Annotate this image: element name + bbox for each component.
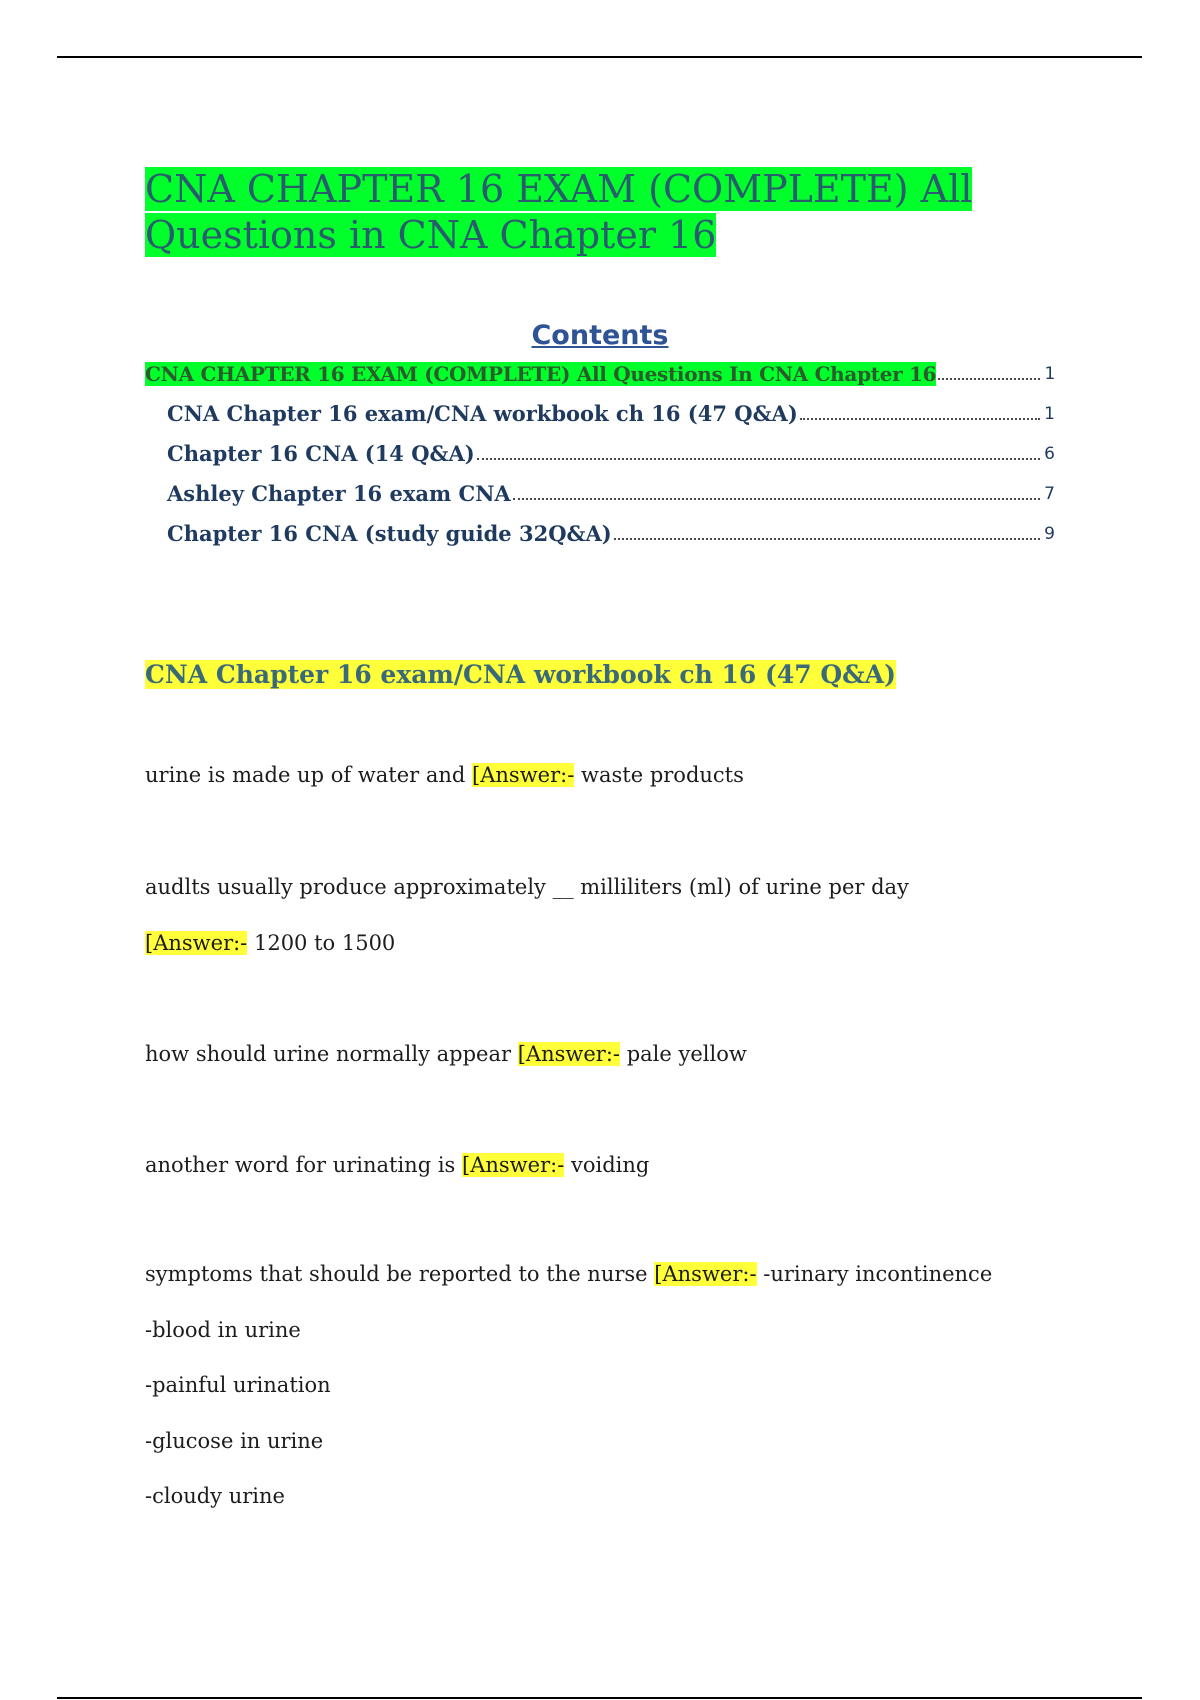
qa-item-5 [145,1259,1045,1289]
toc-entry-main-title[interactable] [145,356,1055,386]
toc-entry-label: Chapter 16 CNA (study guide 32Q&A) [167,521,612,546]
answer-text: 1200 to 1500 [253,931,396,955]
footer-rule [57,1697,1142,1699]
question-text: urine is made up of water and [145,763,466,787]
answer-list-item: -cloudy urine [145,1484,285,1508]
question-text: symptoms that should be reported to the nurse [145,1262,648,1286]
question-text: how should urine normally appear [145,1042,512,1066]
toc-entry-label: CNA Chapter 16 exam/CNA workbook ch 16 (47 Q&A) [167,401,798,426]
toc-leader-dots [800,417,1040,420]
toc-leader-dots [938,377,1040,380]
toc-entry-page: 9 [1044,524,1055,544]
document-title-line-2: Questions in CNA Chapter 16 [145,213,717,257]
toc-entry-label: Ashley Chapter 16 exam CNA [167,481,511,506]
answer-list-item: -blood in urine [145,1318,301,1342]
qa-item-1 [145,760,1045,790]
toc-entry-ashley-exam[interactable] [145,466,1055,506]
qa-item-2-question [145,872,1045,902]
answer-list-item: -glucose in urine [145,1429,324,1453]
header-rule [57,56,1142,58]
toc-leader-dots [513,497,1040,500]
toc-entry-page: 1 [1044,364,1055,384]
toc-entry-label: Chapter 16 CNA (14 Q&A) [167,441,475,466]
qa-item-4 [145,1150,1045,1180]
qa-item-3 [145,1039,1045,1069]
section-heading-text: CNA Chapter 16 exam/CNA workbook ch 16 (47 Q&A) [145,660,896,689]
toc-entry-page: 7 [1044,484,1055,504]
answer-text: voiding [570,1153,650,1177]
answer-list-item: -painful urination [145,1373,331,1397]
document-title [145,166,1005,258]
toc-entry-study-guide[interactable] [145,506,1055,546]
table-of-contents [145,356,1055,546]
toc-entry-workbook-ch16[interactable] [145,386,1055,426]
toc-leader-dots [477,457,1040,460]
section-heading [145,658,896,692]
answer-marker: [Answer:- [517,1042,621,1066]
qa-item-2-answer [145,928,1045,958]
toc-entry-label: CNA CHAPTER 16 EXAM (COMPLETE) All Questions In CNA Chapter 16 [145,362,937,386]
answer-marker: [Answer:- [462,1153,565,1177]
answer-text: waste products [581,763,744,787]
answer-text: pale yellow [626,1042,747,1066]
document-title-line-1: CNA CHAPTER 16 EXAM (COMPLETE) All [145,167,973,211]
toc-entry-page: 6 [1044,444,1055,464]
toc-entry-chapter16-14qa[interactable] [145,426,1055,466]
toc-heading[interactable]: Contents [531,320,669,351]
toc-entry-page: 1 [1044,404,1055,424]
answer-text: -urinary incontinence [763,1262,993,1286]
answer-marker: [Answer:- [472,763,575,787]
answer-marker: [Answer:- [654,1262,757,1286]
answer-marker: [Answer:- [145,931,248,955]
toc-leader-dots [614,537,1041,540]
question-text: another word for urinating is [145,1153,456,1177]
question-text: audlts usually produce approximately __ milliliters (ml) of urine per day [145,875,909,899]
